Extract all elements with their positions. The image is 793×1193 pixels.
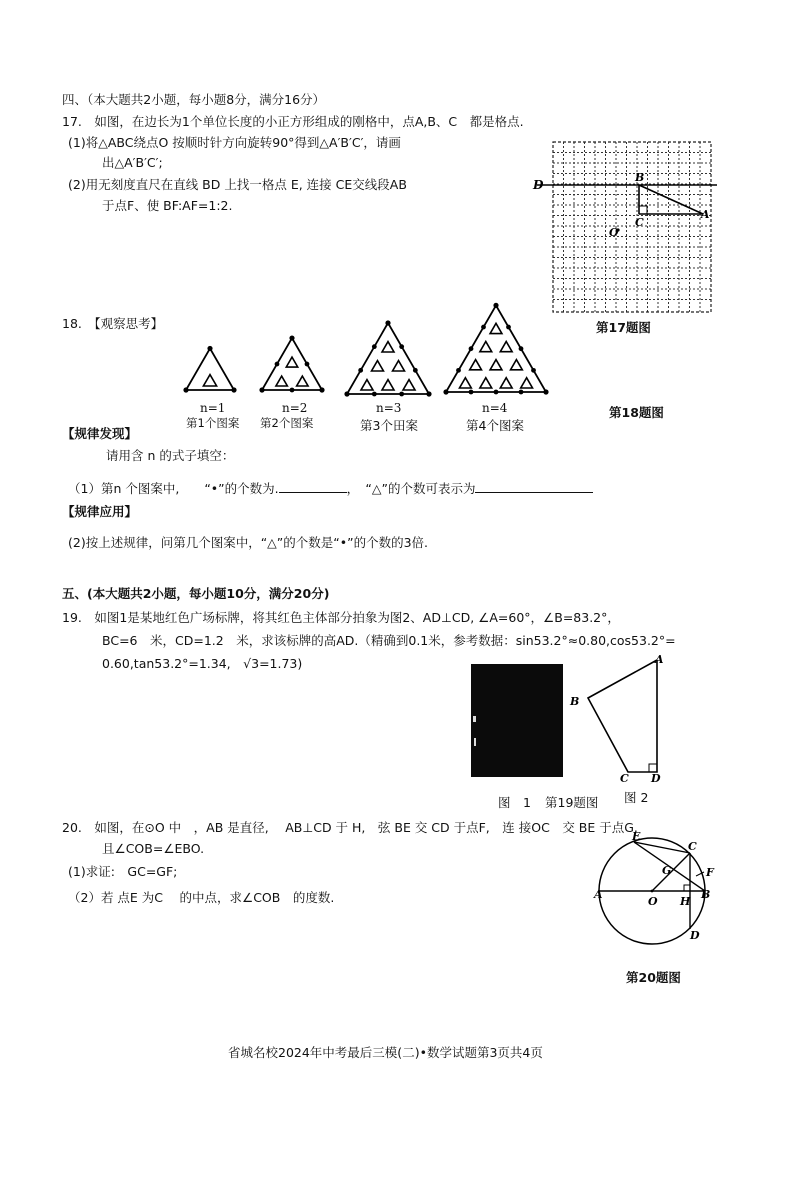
q18-instruction: 请用含 n 的式子填空： [106, 448, 235, 463]
q19-label-C: C [620, 772, 629, 785]
q18-part2: (2)按上述规律，问第几个图案中，“△”的个数是“•”的个数的3倍. [68, 535, 429, 550]
q18-fig1-n: n=1 [200, 401, 226, 415]
q18-part1 [68, 480, 593, 497]
pattern-dot [372, 392, 377, 397]
pattern-dot [469, 346, 474, 351]
pattern-inner-triangle [382, 342, 394, 352]
q20-circle-figure [588, 828, 728, 948]
pattern-dot [506, 325, 511, 330]
pattern-inner-triangle [382, 380, 394, 390]
q18-fig1-caption: 第1个图案 [186, 416, 240, 430]
dot-count-blank[interactable] [279, 480, 347, 493]
pattern-inner-triangle [490, 360, 502, 370]
q18-part1-prefix: （1）第n 个图案中, “•”的个数为. [68, 481, 279, 496]
pattern-dot [426, 391, 431, 396]
q20-label-B: B [701, 888, 711, 901]
q19-fig1-caption: 图 1 [498, 795, 531, 810]
pattern-dot [543, 389, 548, 394]
q18-rule-find: 【规律发现】 [62, 426, 138, 441]
pattern-inner-triangle [480, 378, 492, 388]
pattern-dot [443, 389, 448, 394]
pattern-inner-triangle [500, 378, 512, 388]
section4-heading: 四、（本大题共2小题，每小题8分，满分16分） [62, 92, 326, 107]
pattern-dot [519, 346, 524, 351]
pattern-dot [305, 362, 310, 367]
pattern-inner-triangle [459, 378, 471, 388]
q17-part2: (2)用无刻度直尺在直线 BD 上找一格点 E, 连接 CE交线段AB [68, 177, 407, 192]
pattern-dot [207, 346, 212, 351]
q19-caption: 第19题图 [545, 795, 599, 810]
pattern-outer-triangle [186, 348, 234, 390]
pattern-inner-triangle [361, 380, 373, 390]
pattern-inner-triangle [470, 360, 482, 370]
q19-fig2-caption: 图 2 [624, 790, 649, 805]
q18-fig4-n: n=4 [482, 401, 508, 415]
q17-label-C: C [635, 216, 644, 229]
q18-head: 18. 【观察思考】 [62, 316, 164, 331]
pattern-inner-triangle [393, 361, 405, 371]
pattern-inner-triangle [490, 323, 502, 333]
q20-label-O: O [648, 895, 658, 908]
pattern-dot [456, 368, 461, 373]
pattern-dot [385, 320, 390, 325]
q18-fig3-caption: 第3个田案 [360, 418, 418, 433]
q20-label-G: G [662, 864, 672, 877]
q17-label-B: B [635, 171, 645, 184]
pattern-dot [399, 344, 404, 349]
pattern-dot [399, 392, 404, 397]
pattern-dot [344, 391, 349, 396]
q20-label-C: C [688, 840, 697, 853]
q20-part1: (1)求证: GC=GF; [68, 864, 178, 879]
pattern-inner-triangle [276, 376, 287, 386]
page-footer: 省城名校2024年中考最后三模(二)•数学试题第3页共4页 [228, 1045, 543, 1060]
triangle-count-blank[interactable] [475, 480, 593, 493]
q18-fig4-caption: 第4个图案 [466, 418, 524, 433]
pattern-dot [494, 390, 499, 395]
q17-label-A: A [701, 208, 710, 221]
pattern-inner-triangle [500, 341, 512, 351]
q20-stem-line2: 且∠COB=∠EBO. [102, 841, 205, 856]
q19-label-A: A [655, 653, 664, 666]
q17-part2-cont: 于点F、使 BF:AF=1:2. [102, 198, 233, 213]
q20-label-F: F [706, 866, 714, 879]
pattern-dot [413, 368, 418, 373]
q17-caption: 第17题图 [596, 320, 651, 335]
pattern-dot [231, 387, 236, 392]
section5-heading: 五、(本大题共2小题，每小题10分，满分20分) [62, 586, 330, 601]
q17-part1: (1)将△ABC绕点O 按顺时针方向旋转90°得到△A′B′C′，请画 [68, 135, 401, 150]
pattern-inner-triangle [372, 361, 384, 371]
q18-fig3-n: n=3 [376, 401, 402, 415]
q18-rule-apply: 【规律应用】 [62, 504, 138, 519]
q19-stem-line3: 0.60,tan53.2°=1.34, √3=1.73) [102, 656, 303, 671]
q18-part1-mid: ， “△”的个数可表示为 [346, 481, 476, 496]
q20-part2: （2）若 点E 为C 的中点，求∠COB 的度数. [68, 890, 335, 905]
pattern-inner-triangle [480, 341, 492, 351]
pattern-inner-triangle [403, 380, 415, 390]
q18-patterns [180, 308, 560, 400]
q20-caption: 第20题图 [626, 970, 681, 985]
q17-stem: 17. 如图，在边长为1个单位长度的小正方形组成的刚格中，点A,B、C 都是格点. [62, 114, 524, 129]
q20-label-E: E [632, 830, 641, 843]
pattern-dot [259, 387, 264, 392]
pattern-outer-triangle [446, 305, 546, 392]
q19-stem-line2: BC=6 米，CD=1.2 米，求该标牌的高AD.（精确到0.1米，参考数据：sin53.2°≈0.80,cos53.2°= [102, 633, 676, 648]
q18-caption: 第18题图 [609, 405, 664, 420]
q20-label-A: A [594, 888, 603, 901]
q19-photo [471, 664, 563, 777]
pattern-dot [372, 344, 377, 349]
pattern-dot [275, 362, 280, 367]
pattern-dot [531, 368, 536, 373]
q20-label-H: H [680, 895, 691, 908]
pattern-inner-triangle [521, 378, 533, 388]
pattern-dot [469, 390, 474, 395]
q17-label-D: D [533, 178, 544, 192]
pattern-inner-triangle [511, 360, 523, 370]
pattern-outer-triangle [347, 323, 429, 394]
q17-part1-cont: 出△A′B′C′; [102, 155, 163, 170]
pattern-inner-triangle [286, 357, 297, 367]
pattern-inner-triangle [203, 375, 216, 386]
pattern-dot [481, 325, 486, 330]
pattern-dot [358, 368, 363, 373]
q19-stem-line1: 19. 如图1是某地红色广场标牌，将其红色主体部分拍象为图2、AD⊥CD, ∠A=60°，∠B=83.2°， [62, 610, 620, 625]
pattern-dot [183, 387, 188, 392]
q18-fig2-caption: 第2个图案 [260, 416, 314, 430]
q19-label-D: D [651, 772, 661, 785]
pattern-inner-triangle [297, 376, 308, 386]
q17-grid-figure [533, 138, 720, 318]
q19-quadrilateral [568, 654, 678, 784]
q20-label-D: D [690, 929, 700, 942]
pattern-dot [319, 387, 324, 392]
q20-stem-line1: 20. 如图，在⊙O 中 ，AB 是直径, AB⊥CD 于 H, 弦 BE 交 CD 于点F, 连 接OC 交 BE 于点G. [62, 820, 638, 835]
q19-label-B: B [570, 695, 580, 708]
pattern-dot [493, 303, 498, 308]
pattern-dot [290, 388, 295, 393]
pattern-dot [519, 390, 524, 395]
pattern-outer-triangle [262, 338, 322, 390]
q18-fig2-n: n=2 [282, 401, 308, 415]
q17-label-O: O [609, 226, 619, 239]
pattern-dot [289, 335, 294, 340]
